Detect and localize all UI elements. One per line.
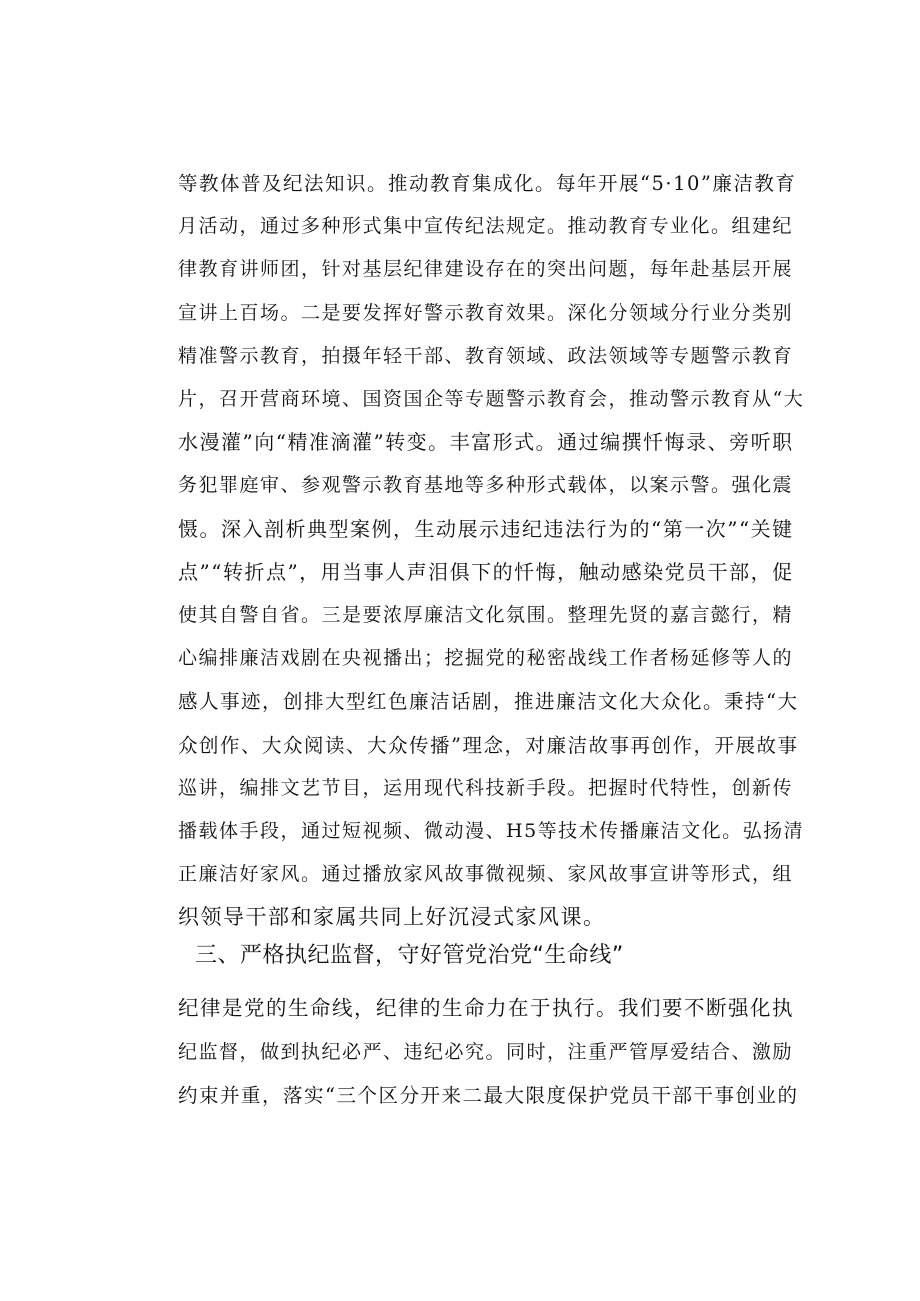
text-line: 正廉洁好家风。通过播放家风故事微视频、家风故事宣讲等形式，组: [178, 863, 794, 886]
text-line: 月活动，通过多种形式集中宣传纪法规定。推动教育专业化。组建纪: [178, 215, 794, 238]
text-line: 慑。深入剖析典型案例，生动展示违纪违法行为的“第一次”“关键: [178, 516, 794, 541]
section-heading: 三、严格执纪监督，守好管党治党“生命线”: [195, 943, 624, 968]
text-line: 精准警示教育，拍摄年轻干部、教育领域、政法领域等专题警示教育: [178, 344, 794, 367]
text-line: 众创作、大众阅读、大众传播”理念，对廉洁故事再创作，开展故事: [178, 733, 799, 757]
text-line: 水漫灌”向“精准滴灌”转变。丰富形式。通过编撰忏悔录、旁听职: [178, 430, 794, 455]
text-line: 等教体普及纪法知识。推动教育集成化。每年开展“5·10”廉洁教育: [178, 172, 797, 195]
text-line: 宣讲上百场。二是要发挥好警示教育效果。深化分领域分行业分类别: [178, 301, 794, 324]
text-line: 务犯罪庭审、参观警示教育基地等多种形式载体，以案示警。强化震: [178, 474, 794, 497]
text-line: 纪监督，做到执纪必严、违纪必究。同时，注重严管厚爱结合、激励: [178, 1041, 794, 1063]
text-line: 律教育讲师团，针对基层纪律建设存在的突出问题，每年赴基层开展: [178, 258, 794, 281]
text-line: 感人事迹，创排大型红色廉洁话剧，推进廉洁文化大众化。秉持“大: [178, 690, 799, 714]
text-line: 片，召开营商环境、国资国企等专题警示教育会，推动警示教育从“大: [178, 388, 805, 411]
text-line: 点”“转折点”，用当事人声泪俱下的忏悔，触动感染党员干部，促: [178, 559, 794, 584]
text-line: 使其自警自省。三是要浓厚廉洁文化氛围。整理先贤的嘉言懿行，精: [178, 604, 794, 627]
text-line: 巡讲，编排文艺节目，运用现代科技新手段。把握时代特性，创新传: [178, 776, 794, 799]
text-line: 纪律是党的生命线，纪律的生命力在于执行。我们要不断强化执: [178, 996, 794, 1020]
body-paragraph-discipline-education: [178, 162, 806, 940]
text-line: 播载体手段，通过短视频、微动漫、H5等技术传播廉洁文化。弘扬清: [178, 820, 805, 843]
text-line: 心编排廉洁戏剧在央视播出；挖掘党的秘密战线工作者杨延修等人的: [178, 647, 794, 670]
text-line: 约束并重，落实“三个区分开来二最大限度保护党员干部干事创业的: [178, 1084, 799, 1107]
text-line: 织领导干部和家属共同上好沉浸式家风课。: [178, 905, 606, 930]
body-paragraph-discipline-supervision: [178, 986, 806, 1118]
